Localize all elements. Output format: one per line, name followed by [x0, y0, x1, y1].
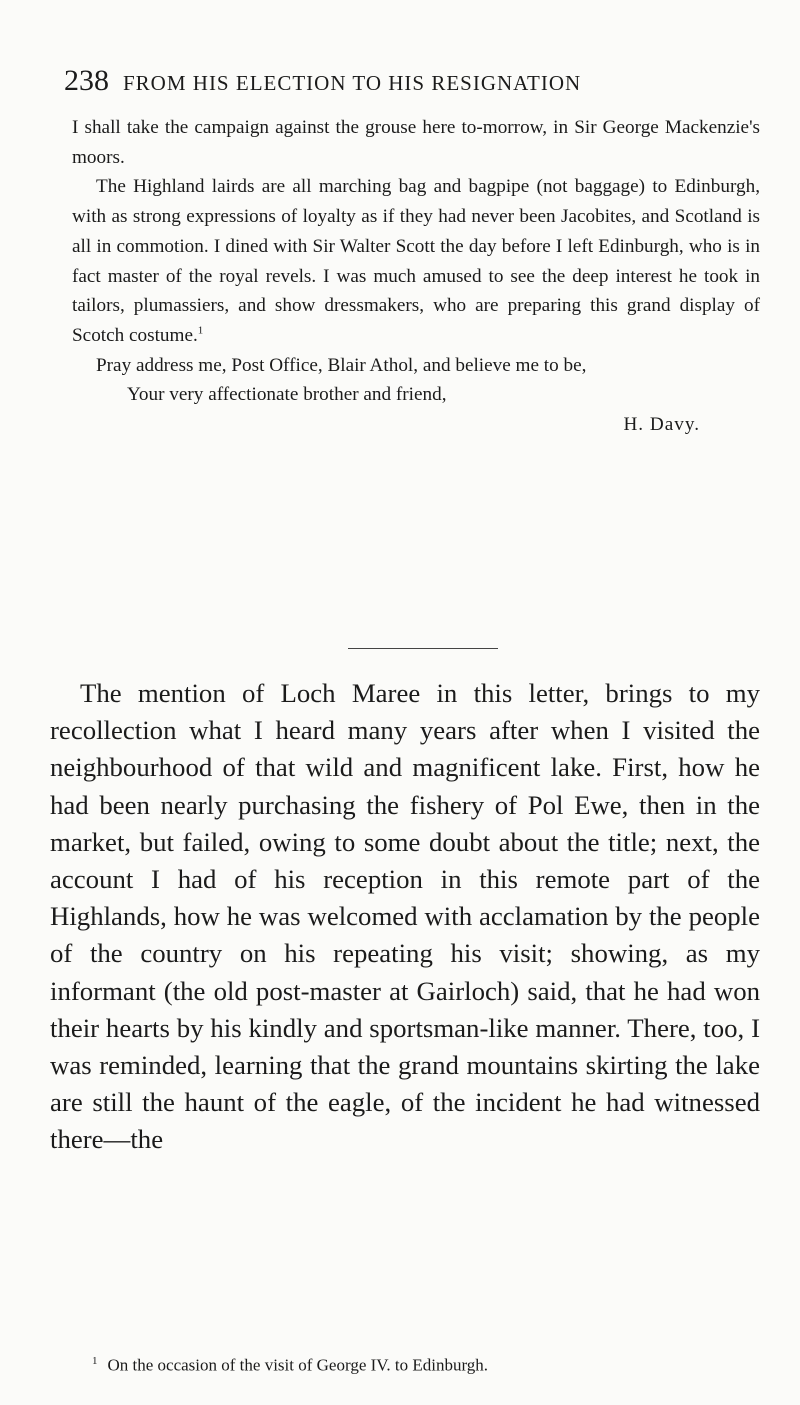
letter-closing: Your very affectionate brother and friend, [127, 384, 447, 406]
narrative-paragraph: The mention of Loch Maree in this letter, brings to my recollection what I heard many years after when I visited the neighbourhood of that wild and magnificent lake. First, how he had been nearly purchasing the fishery of Pol Ewe, then in the market, but failed, owing to some doubt about the title; next, the account I had of his reception in this remote part of the Highlands, how he was welcomed with acclamation by the people of the country on his repeating his visit; showing, as my informant (the old post-master at Gairloch) said, that he had won their hearts by his kindly and sportsman-like manner. There, too, I was reminded, learning that the grand mountains skirting the lake are still the haunt of the eagle, of the incident he had witnessed there—the [50, 678, 760, 1155]
section-divider [348, 648, 498, 649]
letter-paragraph [72, 172, 760, 350]
letter-paragraph: I shall take the campaign against the grouse here to-morrow, in Sir George Mackenzie's moors. [72, 117, 760, 168]
narrative-text [50, 675, 760, 1159]
letter-excerpt [72, 113, 760, 440]
letter-paragraph: Pray address me, Post Office, Blair Athol, and believe me to be, [96, 354, 587, 376]
running-title: FROM HIS ELECTION TO HIS RESIGNATION [123, 71, 582, 95]
footnote-text: On the occasion of the visit of George IV. to Edinburgh. [107, 1355, 489, 1375]
footnote-reference: 1 [197, 324, 204, 337]
letter-signature: H. Davy. [623, 414, 700, 436]
footnote [92, 1350, 772, 1377]
footnote-mark: 1 [92, 1355, 98, 1367]
running-header [64, 64, 744, 98]
page-number: 238 [64, 64, 109, 97]
letter-paragraph-text: The Highland lairds are all marching bag and bagpipe (not baggage) to Edinburgh, with as strong expressions of loyalty as if they had never been Jacobites, and Scotland is all in commotion. I dined with Sir Walter Scott the day before I left Edinburgh, who is in fact master of the royal revels. I was much amused to see the deep interest he took in tailors, plumassiers, and show dressmakers, who are preparing this grand display of Scotch costume. [72, 176, 760, 346]
